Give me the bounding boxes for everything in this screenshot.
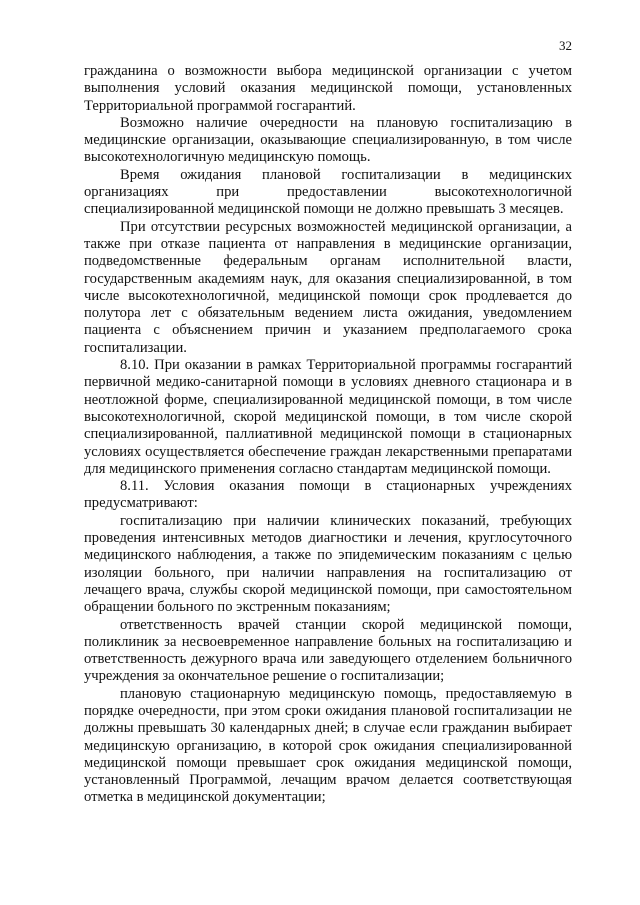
paragraph: 8.10. При оказании в рамках Территориальной программы госгарантий первичной медико-санитарной помощи в условиях дневного стационара и в неотложной форме, специализированной медицинской помощи, в том числе высокотехнологичной, скорой медицинской помощи, в том числе скорой специализированной, паллиативной медицинской помощи в стационарных условиях осуществляется обеспечение граждан лекарственными препаратами для медицинского применения согласно стандартам медицинской помощи. (84, 357, 572, 477)
page-number: 32 (559, 38, 572, 53)
paragraph: ответственность врачей станции скорой медицинской помощи, поликлиник за несвоевременное направление больных на госпитализацию и ответственность дежурного врача или заведующего отделением больничного учреждения за окончательное решение о госпитализации; (84, 616, 572, 685)
paragraph: При отсутствии ресурсных возможностей медицинской организации, а также при отказе пациента от направления в медицинские организации, подведомственные федеральным органам исполнительной власти, государственным академиям наук, для оказания специализированной, в том числе высокотехнологичной, медицинской помощи срок продлевается до полутора лет с обязательным ведением листа ожидания, уведомлением пациента с объяснением причин и указанием предполагаемого срока госпитализации. (84, 218, 572, 356)
paragraph: Возможно наличие очередности на плановую госпитализацию в медицинские организации, оказывающие специализированную, в том числе высокотехнологичную медицинскую помощь. (84, 114, 572, 166)
paragraph: госпитализацию при наличии клинических показаний, требующих проведения интенсивных методов диагностики и лечения, круглосуточного медицинского наблюдения, а также по эпидемическим показаниям с целью изоляции больного, при наличии направления на госпитализацию от лечащего врача, службы скорой медицинской помощи, при самостоятельном обращении больного по экстренным показаниям; (84, 512, 572, 616)
paragraph: Время ожидания плановой госпитализации в медицинских организациях при предоставлении высокотехнологичной специализированной медицинской помощи не должно превышать 3 месяцев. (84, 166, 572, 218)
paragraph: 8.11. Условия оказания помощи в стационарных учреждениях предусматривают: (84, 478, 572, 512)
body-text (84, 63, 572, 807)
paragraph: плановую стационарную медицинскую помощь, предоставляемую в порядке очередности, при этом сроки ожидания плановой госпитализации не должны превышать 30 календарных дней; в случае если гражданин выбирает медицинскую организацию, в которой срок ожидания специализированной медицинской помощи превышает срок ожидания медицинской помощи, установленный Программой, лечащим врачом делается соответствующая отметка в медицинской документации; (84, 685, 572, 806)
paragraph: гражданина о возможности выбора медицинской организации с учетом выполнения условий оказания медицинской помощи, установленных Территориальной программой госгарантий. (84, 63, 572, 114)
